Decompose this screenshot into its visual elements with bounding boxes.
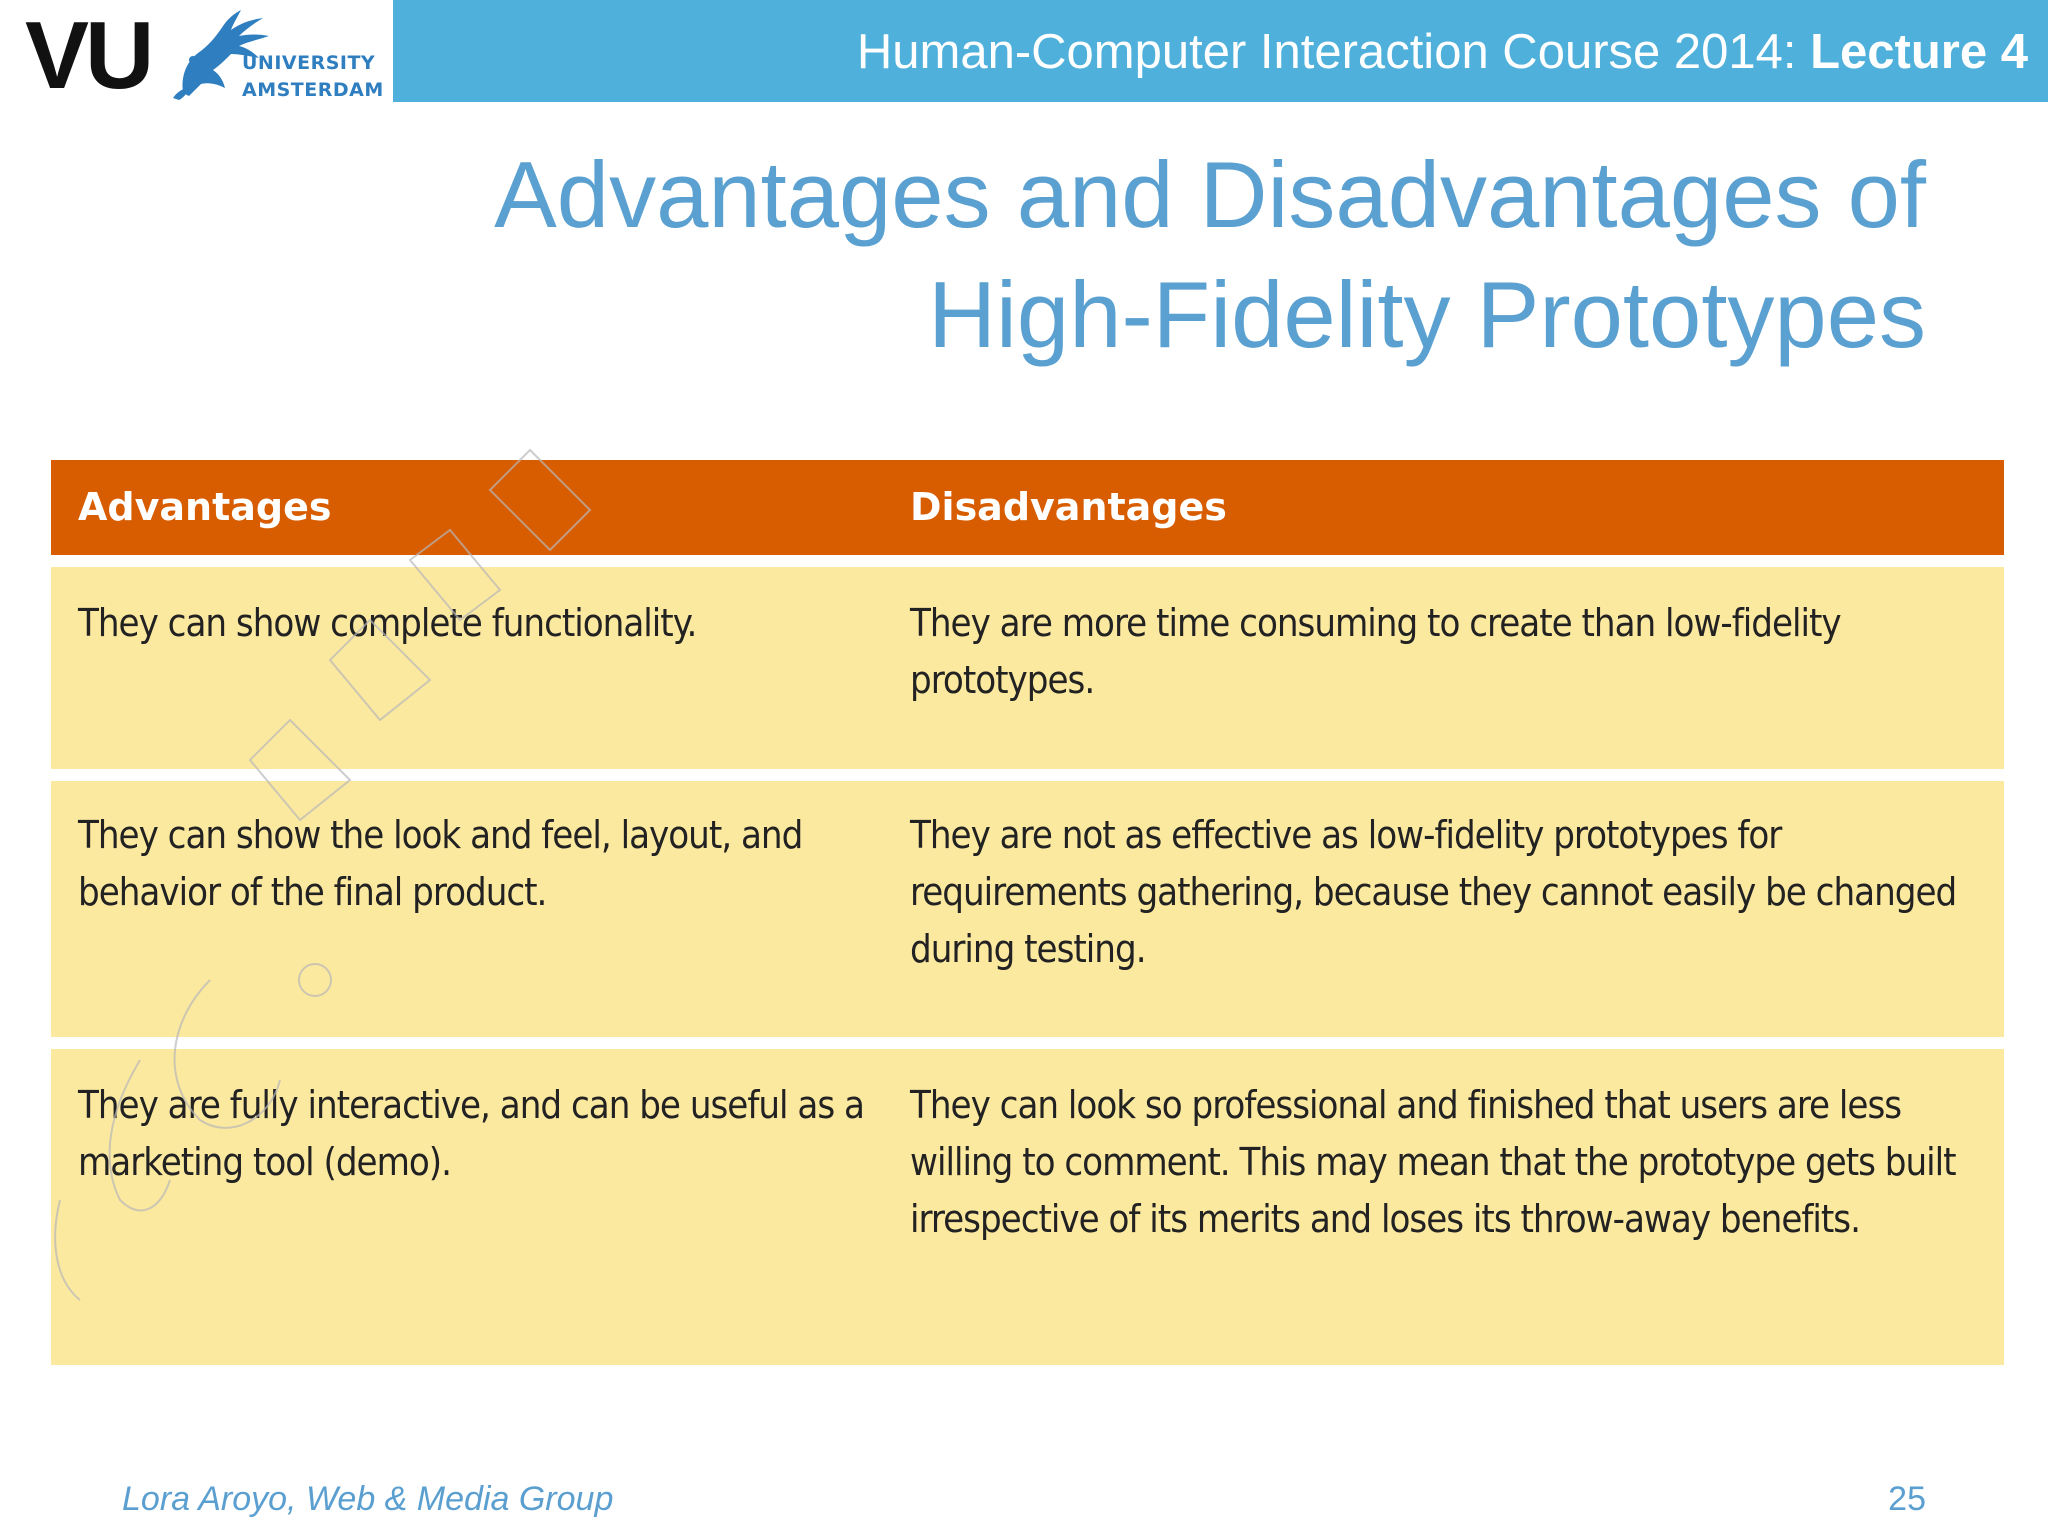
logo-mark: VU [25,2,151,109]
footer-author: Lora Aroyo, Web & Media Group [122,1480,614,1518]
disadvantage-cell: They are more time consuming to create than low-fidelity prototypes. [910,601,1841,702]
logo-text [242,50,384,104]
header-disadvantages: Disadvantages [910,485,1227,529]
header-bar [393,0,2048,102]
slide-title-line1: Advantages and Disadvantages of [494,142,1926,247]
table-row [51,781,2004,1037]
lecture-label: Lecture 4 [1810,25,2028,79]
header-advantages: Advantages [78,485,332,529]
table-row [51,1049,2004,1365]
course-name: Human-Computer Interaction Course 2014: [856,25,1811,79]
advantage-cell: They can show the look and feel, layout, and behavior of the final product. [78,813,803,914]
logo-line-amsterdam: AMSTERDAM [242,79,384,101]
disadvantage-cell: They can look so professional and finished that users are less willing to comment. This may mean that the prototype gets built irrespective of its merits and loses its throw-away benefits. [910,1083,1956,1241]
comparison-table [51,460,2004,1365]
disadvantage-cell: They are not as effective as low-fidelity prototypes for requirements gathering, because they cannot easily be changed during testing. [910,813,1957,971]
course-title [857,24,2028,80]
page-number: 25 [1888,1480,1926,1518]
advantage-cell: They are fully interactive, and can be useful as a marketing tool (demo). [78,1083,864,1184]
slide-title [226,135,1926,375]
logo-line-university: UNIVERSITY [242,52,376,74]
advantage-cell: They can show complete functionality. [78,601,697,645]
vu-logo [25,2,384,109]
table-header [51,460,2004,555]
table-row [51,567,2004,769]
slide-title-line2: High-Fidelity Prototypes [928,262,1926,367]
